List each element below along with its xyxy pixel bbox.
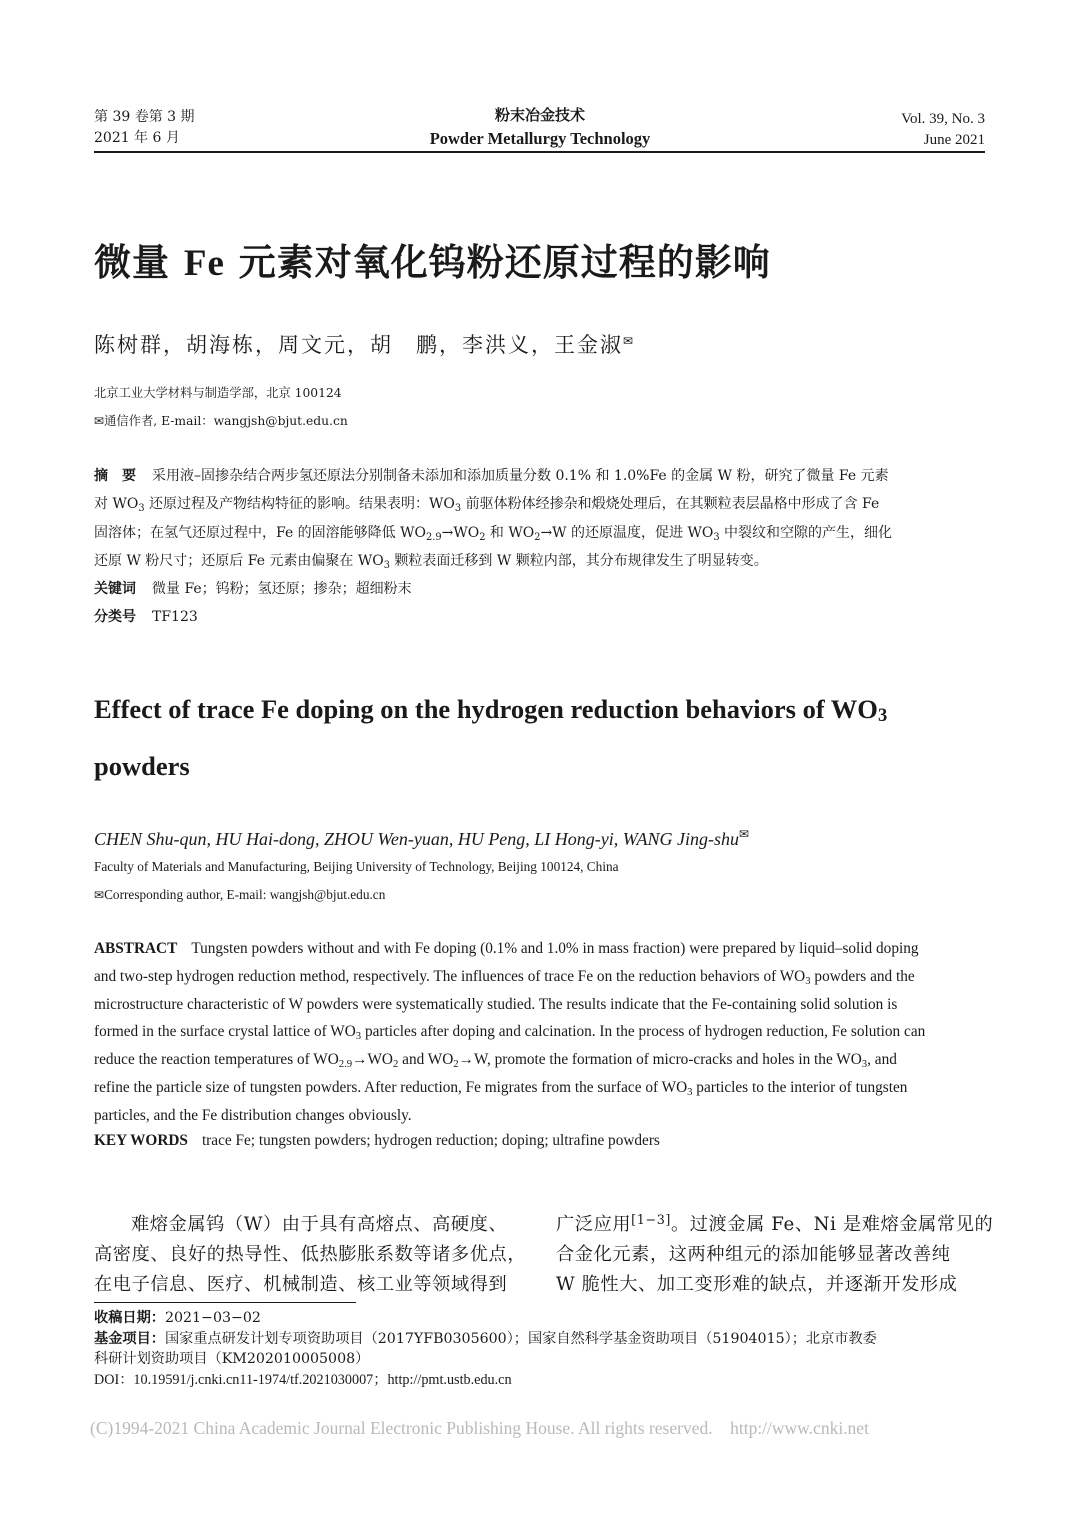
- authors-en: [94, 827, 749, 850]
- abstract-cn: [94, 462, 985, 632]
- abstract-cn-line: [94, 547, 985, 575]
- abstract-en-line: [94, 1046, 985, 1074]
- issue-date-cn: 2021 年 6 月: [94, 130, 180, 146]
- received-label: 收稿日期：: [94, 1310, 165, 1326]
- keywords-en: [94, 1127, 985, 1155]
- subscript: 2: [453, 1058, 459, 1071]
- classification-cn: [94, 603, 985, 631]
- body-line: 合金化元素，这两种组元的添加能够显著改善纯: [556, 1244, 951, 1265]
- title-part: 微量: [94, 241, 184, 284]
- abstract-text: , and: [867, 1051, 897, 1069]
- abstract-text: 还原过程及产物结构特征的影响。结果表明：WO: [144, 496, 455, 513]
- envelope-icon: ✉: [94, 414, 105, 428]
- abstract-text: 采用液–固掺杂结合两步氢还原法分别制备未添加和添加质量分数 0.1% 和 1.0%Fe 的金属 W 粉，研究了微量 Fe 元素: [152, 468, 889, 484]
- footnote: [94, 1308, 985, 1390]
- subscript: 2.9: [426, 531, 442, 543]
- abstract-text: Tungsten powders without and with Fe doping (0.1% and 1.0% in mass fraction) were prepared by liquid–solid doping: [191, 940, 919, 957]
- abstract-text: refine the particle size of tungsten powders. After reduction, Fe migrates from the surface of WO: [94, 1078, 688, 1096]
- header-rule: [94, 151, 985, 153]
- authors-cn-text: 陈树群，胡海栋，周文元，胡 鹏，李洪义，王金淑: [94, 333, 623, 357]
- body-line: 在电子信息、医疗、机械制造、核工业等领域得到: [94, 1274, 508, 1295]
- envelope-icon: ✉: [623, 334, 636, 348]
- subscript: 3: [861, 1058, 868, 1071]
- footnote-rule: [94, 1302, 356, 1303]
- journal-name-en: Powder Metallurgy Technology: [429, 129, 651, 148]
- doi-line: DOI：10.19591/j.cnki.cn11-1974/tf.2021030007；http://pmt.ustb.edu.cn: [94, 1371, 512, 1388]
- body-line: 高密度、良好的热导性、低热膨胀系数等诸多优点，: [94, 1244, 527, 1265]
- abstract-text: 颗粒表面迁移到 W 颗粒内部，其分布规律发生了明显转变。: [389, 552, 768, 569]
- corresponding-cn-text: 通信作者, E-mail：wangjsh@bjut.edu.cn: [104, 414, 348, 428]
- received-date: [94, 1308, 985, 1329]
- title-fe: Fe: [183, 243, 225, 284]
- keywords-label-en: KEY WORDS: [94, 1131, 188, 1149]
- abstract-label-en: ABSTRACT: [94, 940, 178, 957]
- abstract-text: particles after doping and calcination. In the process of hydrogen reduction, Fe solution can: [361, 1023, 926, 1041]
- keywords-cn-text: 微量 Fe；钨粉；氢还原；掺杂；超细粉末: [152, 581, 412, 598]
- corresponding-cn: [94, 411, 348, 429]
- envelope-icon: ✉: [739, 827, 750, 841]
- subscript: 3: [454, 503, 462, 515]
- body-column-right: [556, 1210, 994, 1300]
- corresponding-en: [94, 887, 385, 903]
- abstract-text: 对 WO: [94, 496, 139, 513]
- body-column-left: [94, 1210, 534, 1300]
- corresponding-en-text: Corresponding author, E-mail: wangjsh@bjut.edu.cn: [104, 887, 386, 902]
- abstract-text: 还原 W 粉尺寸；还原后 Fe 元素由偏聚在 WO: [94, 552, 384, 569]
- abstract-en-line: [94, 991, 985, 1019]
- subscript: 2: [479, 531, 486, 543]
- abstract-text: 固溶体；在氢气还原过程中，Fe 的固溶能够降低 WO: [94, 524, 426, 541]
- abstract-en-line: [94, 963, 985, 991]
- body-text: 。过渡金属 Fe、Ni 是难熔金属常见的: [670, 1214, 994, 1235]
- body-line: W 脆性大、加工变形难的缺点，并逐渐开发形成: [556, 1274, 958, 1295]
- body-line: [556, 1210, 994, 1240]
- abstract-cn-line: [94, 519, 985, 547]
- abstract-text: 前驱体粉体经掺杂和煅烧处理后，在其颗粒表层晶格中形成了含 Fe: [461, 496, 880, 513]
- title-part: 元素对氧化钨粉还原过程的影响: [224, 241, 771, 284]
- abstract-text: and two-step hydrogen reduction method, respectively. The influences of trace Fe on the reduction behaviors of WO: [94, 967, 806, 985]
- abstract-text: reduce the reaction temperatures of WO: [94, 1051, 339, 1069]
- page-title-en-line2: powders: [94, 751, 190, 781]
- fund-label: 基金项目：: [94, 1330, 165, 1347]
- abstract-en-line: [94, 1074, 985, 1102]
- keywords-cn: [94, 575, 985, 603]
- body-line: 难熔金属钨（W）由于具有高熔点、高硬度、: [131, 1214, 508, 1235]
- abstract-en-line: [94, 1102, 985, 1130]
- abstract-text: particles, and the Fe distribution changes obviously.: [94, 1106, 412, 1124]
- subscript: 3: [383, 559, 390, 571]
- abstract-text: →WO: [441, 524, 480, 541]
- journal-issue-cn: [94, 107, 195, 149]
- journal-name-cn: 粉末冶金技术: [494, 106, 585, 124]
- abstract-text: formed in the surface crystal lattice of WO: [94, 1023, 356, 1041]
- subscript: 2.9: [338, 1058, 353, 1071]
- class-value: TF123: [152, 609, 198, 626]
- subscript: 3: [138, 503, 145, 515]
- abstract-text: particles to the interior of tungsten: [692, 1078, 908, 1096]
- fund-line-2: 科研计划资助项目（KM202010005008）: [94, 1351, 370, 1367]
- received-value: 2021−03−02: [164, 1310, 261, 1326]
- journal-issue-en: [901, 109, 985, 151]
- abstract-text: →W, promote the formation of micro-cracks and holes in the WO: [458, 1051, 862, 1069]
- abstract-text: microstructure characteristic of W powders were systematically studied. The results indicate that the Fe-containing solid solution is: [94, 995, 898, 1013]
- affiliation-cn: 北京工业大学材料与制造学部，北京 100124: [94, 386, 342, 400]
- abstract-text: →WO: [352, 1051, 393, 1069]
- fund-line: [94, 1329, 985, 1350]
- authors-en-text: CHEN Shu-qun, HU Hai-dong, ZHOU Wen-yuan, HU Peng, LI Hong-yi, WANG Jing-shu: [94, 829, 740, 849]
- abstract-en-line: [94, 1018, 985, 1046]
- affiliation-en: Faculty of Materials and Manufacturing, Beijing University of Technology, Beijing 100124, China: [94, 859, 619, 874]
- body-text: 广泛应用: [556, 1214, 632, 1235]
- subscript: 3: [805, 974, 811, 987]
- subscript: 2: [392, 1058, 399, 1071]
- copyright-notice: (C)1994-2021 China Academic Journal Electronic Publishing House. All rights reserved. http://www.cnki.net: [90, 1418, 869, 1438]
- subscript: 3: [355, 1030, 362, 1043]
- envelope-icon: ✉: [94, 888, 105, 902]
- abstract-en-line: [94, 935, 985, 963]
- keywords-en-text: trace Fe; tungsten powders; hydrogen reduction; doping; ultrafine powders: [201, 1131, 660, 1149]
- issue-volume-en: Vol. 39, No. 3: [901, 111, 985, 127]
- abstract-en: [94, 935, 985, 1154]
- abstract-text: powders and the: [810, 967, 915, 985]
- abstract-text: 中裂纹和空隙的产生，细化: [719, 524, 893, 541]
- abstract-cn-line: [94, 462, 985, 490]
- abstract-label-cn: 摘 要: [94, 468, 136, 484]
- subscript: 3: [687, 1085, 693, 1098]
- class-label-cn: 分类号: [94, 609, 136, 626]
- authors-cn: [94, 329, 635, 359]
- page-title-cn: [94, 232, 771, 286]
- abstract-cn-line: [94, 490, 985, 518]
- keywords-label-cn: 关键词: [94, 581, 136, 598]
- abstract-text: →W 的还原温度，促进 WO: [540, 524, 714, 541]
- title-en-line1: Effect of trace Fe doping on the hydrogen reduction behaviors of WO: [94, 694, 878, 724]
- journal-name: [340, 105, 740, 149]
- citation-ref: [1−3]: [631, 1213, 671, 1228]
- subscript: 2: [534, 531, 541, 543]
- abstract-text: 和 WO: [485, 524, 535, 541]
- abstract-text: and WO: [398, 1051, 454, 1069]
- page-title-en: [94, 694, 887, 725]
- subscript: 3: [713, 531, 720, 543]
- issue-date-en: June 2021: [923, 132, 985, 148]
- subscript: 3: [877, 705, 888, 726]
- issue-volume-cn: 第 39 卷第 3 期: [94, 109, 195, 125]
- fund-text: 国家重点研发计划专项资助项目（2017YFB0305600）；国家自然科学基金资助项目（51904015）；北京市教委: [164, 1330, 877, 1347]
